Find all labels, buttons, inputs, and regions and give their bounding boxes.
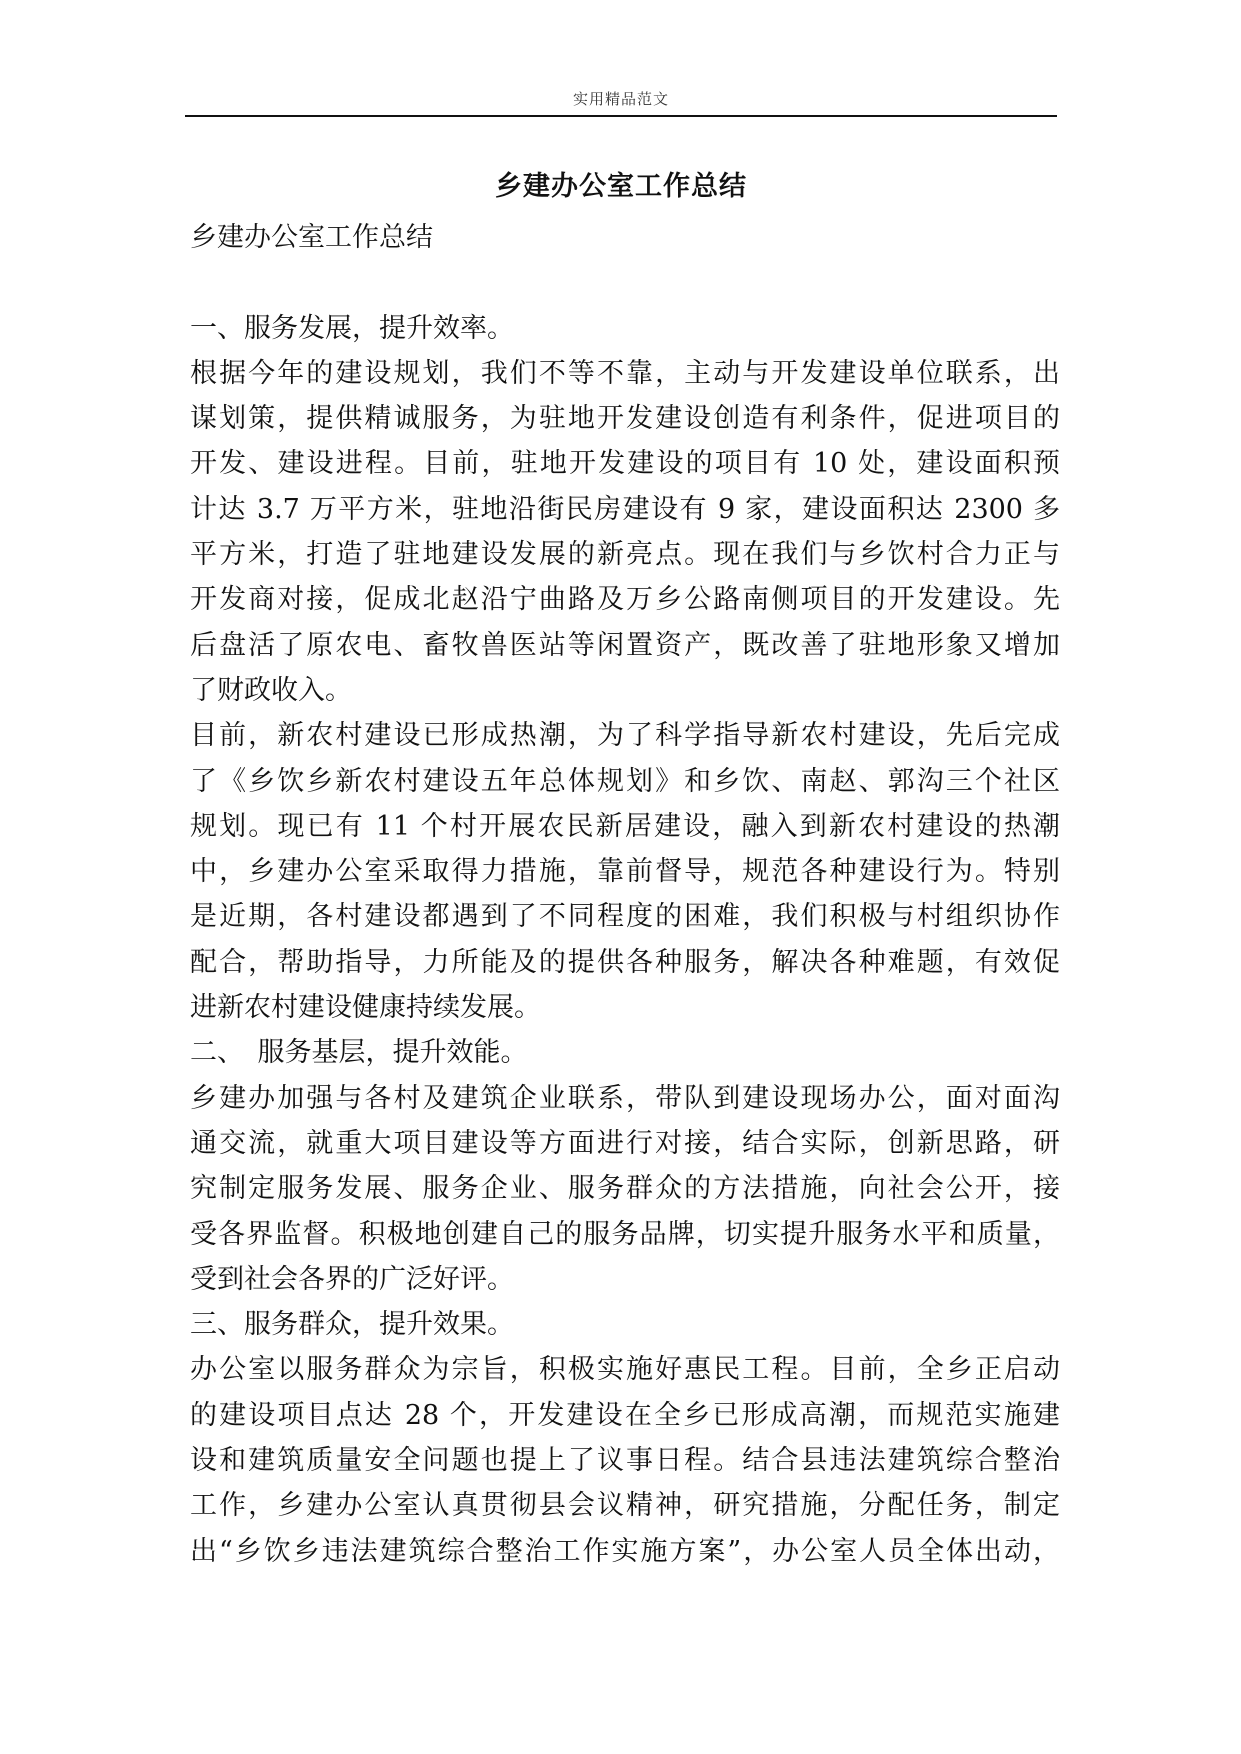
text-line: 出“乡饮乡违法建筑综合整治工作实施方案”，办公室人员全体出动， (190, 1535, 1060, 1567)
text-line: 中，乡建办公室采取得力措施，靠前督导，规范各种建设行为。特别 (190, 856, 1060, 888)
header-rule (185, 115, 1057, 117)
text-line: 一、服务发展，提升效率。 (190, 312, 514, 344)
text-line: 受到社会各界的广泛好评。 (190, 1263, 514, 1295)
text-line: 了财政收入。 (190, 674, 352, 706)
text-line: 后盘活了原农电、畜牧兽医站等闲置资产，既改善了驻地形象又增加 (190, 629, 1060, 661)
text-line: 了《乡饮乡新农村建设五年总体规划》和乡饮、南赵、郭沟三个社区 (190, 765, 1060, 797)
text-line: 乡建办加强与各村及建筑企业联系，带队到建设现场办公，面对面沟 (190, 1082, 1060, 1114)
text-line: 目前，新农村建设已形成热潮，为了科学指导新农村建设，先后完成 (190, 720, 1060, 752)
text-line: 计达 3.7 万平方米，驻地沿街民房建设有 9 家，建设面积达 2300 多 (190, 493, 1060, 525)
text-line: 的建设项目点达 28 个，开发建设在全乡已形成高潮，而规范实施建 (190, 1399, 1060, 1431)
text-line: 办公室以服务群众为宗旨，积极实施好惠民工程。目前，全乡正启动 (190, 1354, 1060, 1386)
text-line: 规划。现已有 11 个村开展农民新居建设，融入到新农村建设的热潮 (190, 810, 1060, 842)
blank-line (190, 260, 1060, 305)
text-line: 三、服务群众，提升效果。 (190, 1309, 514, 1341)
text-line: 通交流，就重大项目建设等方面进行对接，结合实际，创新思路，研 (190, 1127, 1060, 1159)
text-line: 配合，帮助指导，力所能及的提供各种服务，解决各种难题，有效促 (190, 946, 1060, 978)
text-line: 平方米，打造了驻地建设发展的新亮点。现在我们与乡饮村合力正与 (190, 539, 1060, 571)
text-line: 工作，乡建办公室认真贯彻县会议精神，研究措施，分配任务，制定 (190, 1490, 1060, 1522)
text-line: 设和建筑质量安全问题也提上了议事日程。结合县违法建筑综合整治 (190, 1445, 1060, 1477)
text-line: 开发商对接，促成北赵沿宁曲路及万乡公路南侧项目的开发建设。先 (190, 584, 1060, 616)
text-line: 是近期，各村建设都遇到了不同程度的困难，我们积极与村组织协作 (190, 901, 1060, 933)
text-line: 二、 服务基层，提升效能。 (190, 1037, 528, 1069)
text-line: 谋划策，提供精诚服务，为驻地开发建设创造有利条件，促进项目的 (190, 403, 1060, 435)
text-line: 开发、建设进程。目前，驻地开发建设的项目有 10 处，建设面积预 (190, 448, 1060, 480)
document-body (190, 215, 1060, 1574)
document-title: 乡建办公室工作总结 (495, 171, 747, 202)
text-line: 进新农村建设健康持续发展。 (190, 992, 541, 1024)
text-line: 究制定服务发展、服务企业、服务群众的方法措施，向社会公开，接 (190, 1173, 1060, 1205)
text-line: 受各界监督。积极地创建自己的服务品牌，切实提升服务水平和质量， (190, 1218, 1060, 1250)
text-line: 根据今年的建设规划，我们不等不靠，主动与开发建设单位联系，出 (190, 357, 1060, 389)
text-line: 乡建办公室工作总结 (190, 222, 433, 253)
running-header: 实用精品范文 (572, 90, 669, 108)
